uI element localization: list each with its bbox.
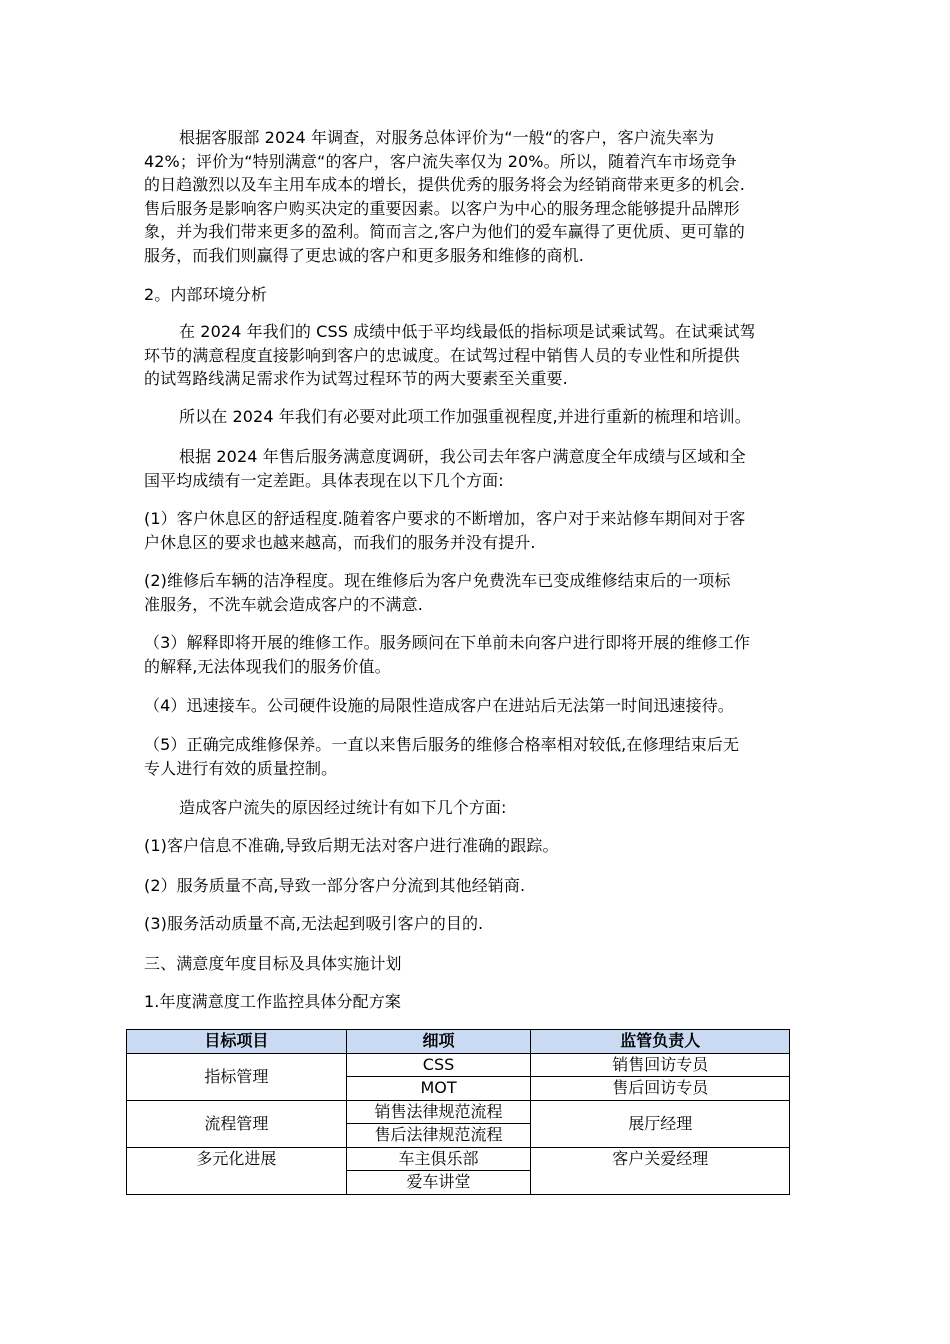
detail-cell: 售后法律规范流程 (346, 1124, 531, 1148)
paragraph-loss-causes (144, 796, 810, 820)
paragraph-point-1 (144, 507, 810, 554)
owner-cell: 销售回访专员 (531, 1053, 790, 1077)
section-heading-allocation (144, 990, 810, 1014)
table-row (127, 1100, 790, 1124)
text-line: 户休息区的要求也越来越高，而我们的服务并没有提升. (144, 532, 536, 552)
text-line: 专人进行有效的质量控制。 (144, 758, 338, 778)
text-line: 2。内部环境分析 (144, 285, 267, 304)
detail-cell: 爱车讲堂 (346, 1171, 531, 1195)
header-cell: 细项 (346, 1030, 531, 1054)
owner-cell: 售后回访专员 (531, 1077, 790, 1101)
section-heading-plan (144, 952, 810, 976)
detail-cell: 销售法律规范流程 (346, 1100, 531, 1124)
text-line: 根据 2024 年售后服务满意度调研，我公司去年客户满意度全年成绩与区域和全 (179, 447, 746, 466)
paragraph-intro (144, 126, 810, 267)
owner-cell: 客户关爱经理 (531, 1147, 790, 1194)
text-line: 的解释,无法体现我们的服务价值。 (144, 656, 391, 676)
text-line: 根据客服部 2024 年调查，对服务总体评价为“一般“的客户，客户流失率为 (179, 128, 715, 147)
text-line: 售后服务是影响客户购买决定的重要因素。以客户为中心的服务理念能够提升品牌形 (144, 198, 740, 218)
paragraph-cause-3 (144, 912, 810, 936)
owner-cell: 展厅经理 (531, 1100, 790, 1147)
text-line: （4）迅速接车。公司硬件设施的局限性造成客户在进站后无法第一时间迅速接待。 (144, 696, 734, 715)
allocation-table (126, 1029, 790, 1195)
item-cell: 指标管理 (127, 1053, 347, 1100)
text-line: 三、满意度年度目标及具体实施计划 (144, 954, 402, 973)
item-cell: 多元化进展 (127, 1147, 347, 1194)
paragraph-point-4 (144, 694, 810, 718)
text-line: 准服务，不洗车就会造成客户的不满意. (144, 594, 423, 614)
text-line: 服务，而我们则赢得了更忠诚的客户和更多服务和维修的商机. (144, 245, 584, 265)
text-line: （3）解释即将开展的维修工作。服务顾问在下单前未向客户进行即将开展的维修工作 (144, 633, 750, 652)
paragraph-survey (144, 445, 810, 492)
text-line: 1.年度满意度工作监控具体分配方案 (144, 992, 401, 1011)
paragraph-cause-1 (144, 834, 810, 858)
text-line: 的日趋激烈以及车主用车成本的增长，提供优秀的服务将会为经销商带来更多的机会. (144, 175, 745, 194)
text-line: 42%；评价为“特别满意“的客户，客户流失率仅为 20%。所以，随着汽车市场竞争 (144, 151, 737, 171)
paragraph-test-drive (144, 320, 810, 391)
table-row (127, 1053, 790, 1077)
text-line: 在 2024 年我们的 CSS 成绩中低于平均线最低的指标项是试乘试驾。在试乘试驾 (179, 322, 756, 341)
text-line: (1）客户休息区的舒适程度.随着客户要求的不断增加，客户对于来站修车期间对于客 (144, 509, 746, 528)
detail-cell: CSS (346, 1053, 531, 1077)
paragraph-point-3 (144, 631, 810, 678)
header-cell: 目标项目 (127, 1030, 347, 1054)
text-line: （5）正确完成维修保养。一直以来售后服务的维修合格率相对较低,在修理结束后无 (144, 735, 740, 754)
text-line: (2）服务质量不高,导致一部分客户分流到其他经销商. (144, 876, 526, 895)
detail-cell: 车主俱乐部 (346, 1147, 531, 1171)
text-line: 的试驾路线满足需求作为试驾过程环节的两大要素至关重要. (144, 369, 568, 388)
text-line: (2)维修后车辆的洁净程度。现在维修后为客户免费洗车已变成维修结束后的一项标 (144, 571, 731, 590)
paragraph-cause-2 (144, 874, 810, 898)
table-row (127, 1147, 790, 1171)
paragraph-point-2 (144, 569, 810, 616)
text-line: 象，并为我们带来更多的盈利。简而言之,客户为他们的爱车赢得了更优质、更可靠的 (144, 222, 745, 241)
paragraph-training (144, 405, 810, 429)
text-line: (1)客户信息不准确,导致后期无法对客户进行准确的跟踪。 (144, 836, 559, 855)
paragraph-point-5 (144, 733, 810, 780)
header-cell: 监管负责人 (531, 1030, 790, 1054)
text-line: 造成客户流失的原因经过统计有如下几个方面: (179, 798, 507, 817)
detail-cell: MOT (346, 1077, 531, 1101)
text-line: 环节的满意程度直接影响到客户的忠诚度。在试驾过程中销售人员的专业性和所提供 (144, 345, 740, 365)
section-heading-internal (144, 283, 810, 307)
table-header-row (127, 1030, 790, 1054)
item-cell: 流程管理 (127, 1100, 347, 1147)
text-line: 所以在 2024 年我们有必要对此项工作加强重视程度,并进行重新的梳理和培训。 (179, 407, 751, 426)
text-line: (3)服务活动质量不高,无法起到吸引客户的目的. (144, 914, 484, 933)
text-line: 国平均成绩有一定差距。具体表现在以下几个方面: (144, 470, 504, 490)
